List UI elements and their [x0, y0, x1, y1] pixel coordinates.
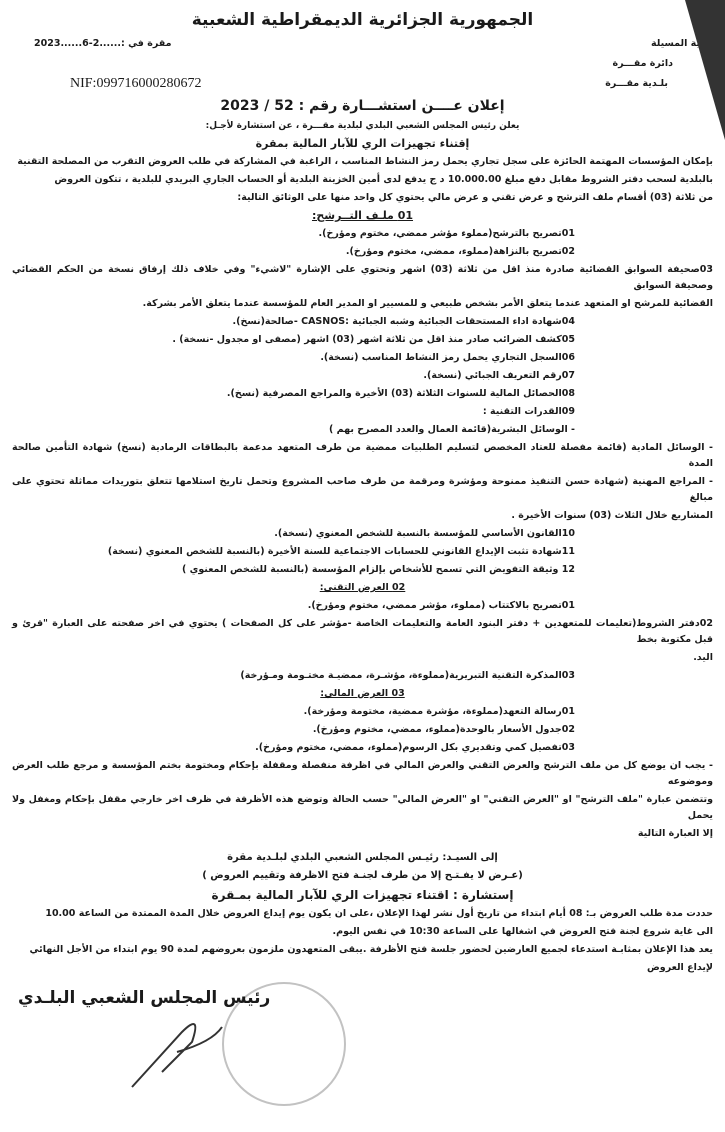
section2-heading: 02 العرض التقني: — [319, 582, 406, 593]
list-item: 05كشف الضرائب صادر منذ اقل من ثلاثة اشهر (03) اشهر (مصفى او مجدول -نسخة) . — [172, 334, 575, 345]
envelope-note: (عـرض لا يفـتـح إلا من طرف لجنـة فتح الاظرفة وتقييم العروض ) — [202, 870, 523, 881]
scan-shadow — [685, 0, 725, 140]
daira-label: دائرة مقـــرة — [612, 58, 673, 69]
list-item: 08الحصائل المالية للسنوات الثلاثة (03) الأخيرة والمراجع المصرفية (نسخ). — [226, 388, 575, 399]
list-item: - الوسائل البشرية(قائمة العمال والعدد المصرح بهم ) — [328, 424, 575, 435]
closing-line: لإيداع العروض — [647, 962, 713, 973]
list-item: 02تصريح بالنزاهة(مملوء، ممضي، مختوم ومؤرخ). — [345, 246, 575, 257]
list-item: المشاريع خلال الثلاث (03) سنوات الأخيرة . — [511, 510, 713, 521]
closing-line: يعد هذا الإعلان بمثابـة استدعاء لجميع العارضين لحضور جلسة فتح الأظرفة .يبقى المتعهدون ملزمون بعروضهم لمدة 90 يوم ابتداء من الأجل النهائي — [29, 944, 713, 955]
list-item: 01تصريح بالترشح(مملوء مؤشر ممضي، مختوم ومؤرخ). — [318, 228, 575, 239]
list-item: - المراجع المهنية (شهادة حسن التنفيذ ممنوحة ومؤشرة ومرقمة من طرف صاحب المشروع وتحمل تاريخ استلامها تتعلق بتوريدات مماثلة تحتوي على مبالغ — [12, 476, 713, 503]
list-item: 07رقم التعريف الجبائي (نسخة). — [423, 370, 575, 381]
baladia-label: بلـدية مقـــرة — [605, 78, 668, 89]
intro-line: من ثلاثة (03) أقسام ملف الترشح و عرض تقني و عرض مالي يحتوي كل واحد منها على الوثائق التالية: — [237, 192, 713, 203]
intro-line: بالبلدية لسحب دفتر الشروط مقابل دفع مبلغ 10.000.00 د ج يدفع لدى أمين الخزينة البلدية أو الحساب الجاري البريدي للبلدية ، تتكون العروض — [54, 174, 713, 185]
envelope-to: إلى السيـد: رئيـس المجلس الشعبي البلدي لبلـدية مقرة — [227, 852, 498, 863]
list-item: القضائية للمرشح او المتعهد عندما يتعلق الأمر بشخص طبيعي و للمسيير او المدير العام للمؤسسة عندما يتعلق الأمر بشركة. — [142, 298, 713, 309]
announcement-object: إقتناء تجهيزات الري للآبار المالية بمقرة — [255, 137, 470, 150]
place-date: مقرة في :......2-6......2023 — [34, 38, 172, 49]
list-item: 01رسالة التعهد(مملوءة، مؤشرة ممضية، مختومة ومؤرخة). — [303, 706, 575, 717]
list-item: 11شهادة تثبت الإيداع القانوني للحسابات الاجتماعية للسنة الأخيرة (بالنسبة للشخص المعنوي (نسخة) — [107, 546, 575, 557]
closing-line: الى غاية شروع لجنة فتح العروض في اشغالها على الساعة 10:30 في نفس اليوم. — [332, 926, 713, 937]
intro-line: بإمكان المؤسسات المهتمة الحائزة على سجل تجاري يحمل رمز النشاط المناسب ، الراغبة في المشاركة في طلب العروض التقرب من المصلحة التقنية — [17, 156, 713, 167]
nif-number: NIF:099716000280672 — [70, 76, 202, 91]
list-item: وتتضمن عبارة "ملف الترشح" او "العرض التقني" او "العرض المالي" حسب الحالة وتوضع هذه الأظرفة في ظرف اخر خارجي مقفل بإحكام ومغفل ولا يحمل — [12, 794, 713, 821]
signature-block — [12, 982, 713, 1112]
wilaya-label: ولاية المسيلة — [651, 38, 713, 49]
list-item: 03تفصيل كمي وتقديري بكل الرسوم(مملوء، ممضي، مختوم ومؤرخ). — [255, 742, 575, 753]
list-item: 02دفتر الشروط(تعليمات للمتعهدين + دفتر البنود العامة والتعليمات الخاصة -مؤشر على كل الصفحات ) يحتوي في اخر صفحته على العبارة "قرئ و قبل مكتوبة بخط — [12, 618, 713, 645]
list-item: 02جدول الأسعار بالوحدة(مملوء، ممضي، مختوم ومؤرخ). — [312, 724, 575, 735]
section3-heading: 03 العرض المالي: — [320, 688, 405, 699]
closing-line: حددت مدة طلب العروض بـ: 08 أيام ابتداء من تاريخ أول نشر لهذا الإعلان ،على ان يكون يوم إيداع العروض خلال المدة الممتدة من الساعة 10.00 — [45, 908, 713, 919]
announcement-subtitle: يعلن رئيس المجلس الشعبي البلدي لبلدية مقـــرة ، عن استشارة لأجـل: — [205, 121, 520, 131]
header-row — [12, 34, 713, 54]
list-item: 06السجل التجاري يحمل رمز النشاط المناسب (نسخة). — [320, 352, 575, 363]
list-item: 09القدرات التقنية : — [482, 406, 575, 417]
republic-title: الجمهورية الجزائرية الديمقراطية الشعبية — [191, 10, 534, 30]
list-item: 12 وثيقة التفويض التي تسمح للأشخاص بإلزام المؤسسة (بالنسبة للشخص المعنوي ) — [182, 564, 575, 575]
list-item: 01تصريح بالاكتتاب (مملوء، مؤشر ممضي، مختوم ومؤرخ). — [307, 600, 575, 611]
list-item: 04شهادة اداء المستحقات الجبائية وشبه الجبائية :CASNOS -صالحة(نسخ). — [232, 316, 575, 327]
list-item: 03صحيفة السوابق القضائية صادرة منذ اقل من ثلاثة (03) اشهر وتحتوي على الإشارة "لاشيء" وفي خلاف ذلك إرفاق نسخة من الحكم القضائي وصحيفة السوابق — [12, 264, 713, 291]
announcement-title: إعلان عــــن استشـــارة رقم : 52 / 2023 — [220, 98, 505, 114]
signature-title: رئيس المجلس الشعبي البلـدي — [18, 988, 271, 1008]
list-item: إلا العبارة التالية — [637, 828, 713, 839]
header-row — [12, 74, 713, 94]
section1-heading: 01 ملـف التــرشح: — [311, 209, 414, 222]
list-item: اليد. — [693, 652, 713, 663]
list-item: - يجب ان يوضع كل من ملف الترشح والعرض التقني والعرض المالي في اظرفة منفصلة ومقفلة بإحكام ومختومة بختم المؤسسة و مرجع طلب العرض وموضوعه — [12, 760, 713, 787]
list-item: - الوسائل المادية (قائمة مفصلة للعتاد المخصص لتسليم الطلبيات ممضية من طرف المتعهد مدعمة بالبطاقات الرمادية (نسخ) شهادة التأمين صالحة المدة — [12, 442, 713, 469]
list-item: 10القانون الأساسي للمؤسسة بالنسبة للشخص المعنوي (نسخة). — [274, 528, 575, 539]
list-item: 03المذكرة التقنية التبريرية(مملوءة، مؤشـرة، ممضيـة مختـومة ومـؤرخة) — [240, 670, 575, 681]
envelope-title: إستشارة : اقتناء تجهيزات الري للآبار المالية بمـقرة — [211, 888, 514, 902]
signature — [122, 1012, 242, 1092]
